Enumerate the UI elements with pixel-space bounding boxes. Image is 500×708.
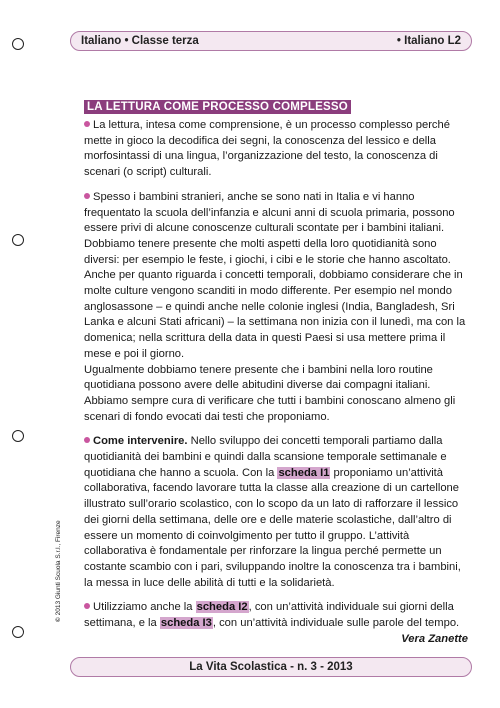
paragraph-3: Anche per quanto riguarda i concetti temporali, dobbiamo considerare che in molte culture vengono scanditi in modo differente. Per esempio nel mondo anglosassone – e quindi anche nelle colonie inglesi (India, Bangladesh, Sri Lanka e alcuni Stati africani) – la settimana non inizia con il lunedì, ma con la domenica; nella scrittura della data in questi Paesi si usa mettere prima il mese e poi il giorno.: [84, 269, 466, 360]
paragraph-2: Spesso i bambini stranieri, anche se sono nati in Italia e vi hanno frequentato la scuola dell’infanzia e alcuni anni di scuola primaria, possono essere privi di alcune conoscenze culturali scontate per i bambini italiani. Dobbiamo tenere presente che molti aspetti della loro quotidianità sono diversi: per esempio le feste, i giochi, i cibi e le storie che hanno ascoltato.: [84, 190, 455, 266]
header-course: • Italiano L2: [396, 35, 461, 47]
binder-hole-4: [12, 626, 24, 638]
paragraph-6: Come intervenire. Nello sviluppo dei concetti temporali partiamo dalla quotidianità dei bambini e quindi dalla scansione temporale settimanale e quotidiana che hanno a scuola. Con la scheda I1 proponiamo un’attività collaborativa, facendo lavorare tutta la classe alla creazione di un cartellone illustrato sull’orario scolastico, con lo scopo da un lato di rafforzare il lessico dei giorni della settimana, delle ore e delle materie scolastiche, dall’altro di essere un momento di coinvolgimento per tutto il gruppo. L’attività collaborativa è fondamentale per rinforzare la lingua perché permette un costante scambio con i pari, sviluppando inoltre la conoscenza tra i bambini, la messa in luce delle abilità di tutti e la solidarietà.: [84, 435, 461, 589]
author-signature: Vera Zanette: [401, 632, 468, 645]
binder-hole-1: [12, 38, 24, 50]
paragraph-1: La lettura, intesa come comprensione, è un processo complesso perché mette in gioco la decodifica dei segni, la conoscenza del lessico e della morfosintassi di una lingua, l’organizzazione del testo, la conoscenza di scenari (o script) culturali.: [84, 119, 450, 179]
scheda-i2-highlight: scheda I2: [196, 601, 248, 614]
copyright-notice: © 2013 Giunti Scuola S.r.l., Firenze: [55, 520, 62, 622]
paragraph-7: Utilizziamo anche la scheda I2, con un’attività individuale sui giorni della settimana, e la scheda I3, con un’attività individuale sulle parole del tempo.: [84, 601, 460, 630]
header-subject: Italiano • Classe terza: [81, 35, 199, 47]
paragraph-5: Abbiamo sempre cura di verificare che tutti i bambini conoscano almeno gli scenari di fondo evocati dai testi che proponiamo.: [84, 394, 456, 423]
copyright-mark: ©: [55, 617, 62, 622]
section-title: LA LETTURA COME PROCESSO COMPLESSO: [84, 100, 351, 114]
footer-publication: La Vita Scolastica - n. 3 - 2013: [189, 661, 353, 673]
bullet-icon: [84, 193, 90, 199]
article-body: [84, 97, 468, 648]
page-header: [70, 31, 472, 51]
scheda-i1-highlight: scheda I1: [278, 466, 330, 479]
bullet-icon: [84, 437, 90, 443]
bullet-icon: [84, 603, 90, 609]
paragraph-4: Ugualmente dobbiamo tenere presente che i bambini nella loro routine quotidiana possono avere delle abitudini diverse dai compagni italiani.: [84, 363, 433, 392]
bullet-icon: [84, 121, 90, 127]
subheading: Come intervenire.: [93, 435, 188, 448]
page-footer: [70, 657, 472, 677]
scheda-i3-highlight: scheda I3: [160, 617, 212, 630]
binder-hole-3: [12, 430, 24, 442]
binder-hole-2: [12, 234, 24, 246]
